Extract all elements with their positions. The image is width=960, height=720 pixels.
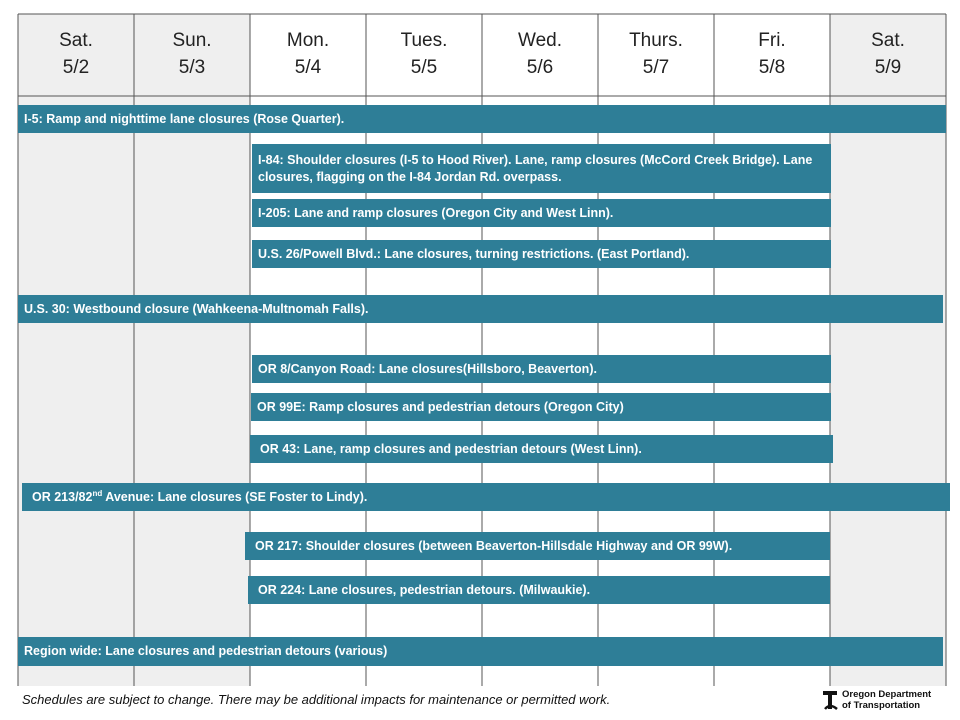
- closure-text: U.S. 26/Powell Blvd.: Lane closures, turning restrictions. (East Portland).: [258, 246, 690, 261]
- header-day-7: [714, 14, 830, 94]
- closure-bar-or8: [252, 355, 831, 383]
- day-date: 5/7: [642, 57, 670, 78]
- closure-bar-i84: [252, 144, 831, 193]
- day-name: Wed.: [517, 30, 562, 51]
- closure-bar-or213: [22, 483, 950, 511]
- odot-logo: [822, 688, 952, 714]
- day-name: Mon.: [286, 30, 330, 51]
- closure-text: Region wide: Lane closures and pedestrian detours (various): [24, 644, 388, 658]
- closure-bar-i5: [18, 105, 946, 133]
- closure-bar-us30: [18, 295, 943, 323]
- logo-line-1: Oregon Department: [842, 689, 932, 700]
- odot-logo-icon: [822, 690, 840, 712]
- closure-text: [32, 489, 367, 506]
- closure-bar-or43: [250, 435, 833, 463]
- footer-note: Schedules are subject to change. There may be additional impacts for maintenance or permitted work.: [22, 692, 611, 707]
- closure-text: I-84: Shoulder closures (I-5 to Hood River). Lane, ramp closures (McCord Creek Bridge). Lane closures, flagging on the I-84 Jordan Rd. overpass.: [258, 152, 813, 184]
- day-date: 5/8: [758, 57, 786, 78]
- day-date: 5/3: [178, 57, 206, 78]
- logo-line-2: of Transportation: [842, 700, 921, 711]
- header-day-3: [250, 14, 366, 94]
- day-date: 5/2: [62, 57, 90, 78]
- day-name: Fri.: [758, 30, 786, 51]
- closure-text: OR 224: Lane closures, pedestrian detours. (Milwaukie).: [258, 582, 591, 597]
- header-day-8: [830, 14, 946, 94]
- closure-text-suffix: Avenue: Lane closures (SE Foster to Lindy).: [102, 489, 368, 504]
- closure-bar-region-wide: [18, 637, 943, 666]
- header-day-4: [366, 14, 482, 94]
- closure-text: I-205: Lane and ramp closures (Oregon City and West Linn).: [258, 205, 614, 220]
- header-day-5: [482, 14, 598, 94]
- closure-text: OR 43: Lane, ramp closures and pedestrian detours (West Linn).: [260, 441, 642, 456]
- closure-text: OR 8/Canyon Road: Lane closures(Hillsboro, Beaverton).: [258, 361, 597, 376]
- header-day-6: [598, 14, 714, 94]
- closure-bar-or217: [245, 532, 830, 560]
- day-name: Thurs.: [629, 30, 683, 51]
- day-date: 5/5: [410, 57, 438, 78]
- closure-text: OR 217: Shoulder closures (between Beaverton-Hillsdale Highway and OR 99W).: [255, 538, 733, 553]
- closure-bar-i205: [252, 199, 831, 227]
- day-date: 5/6: [526, 57, 554, 78]
- closure-bar-or99e: [251, 393, 831, 421]
- closure-text: OR 99E: Ramp closures and pedestrian detours (Oregon City): [257, 399, 624, 414]
- closure-bar-or224: [248, 576, 830, 604]
- day-date: 5/9: [874, 57, 902, 78]
- day-name: Sat.: [59, 30, 93, 51]
- day-date: 5/4: [294, 57, 322, 78]
- day-name: Tues.: [400, 30, 448, 51]
- header-day-1: [18, 14, 134, 94]
- day-name: Sat.: [871, 30, 905, 51]
- closure-text-superscript: nd: [92, 488, 103, 498]
- closure-text: I-5: Ramp and nighttime lane closures (Rose Quarter).: [24, 111, 345, 126]
- closure-text-prefix: OR 213/82: [32, 489, 93, 504]
- header-day-2: [134, 14, 250, 94]
- closure-bar-us26: [252, 240, 831, 268]
- day-name: Sun.: [172, 30, 212, 51]
- closure-text: U.S. 30: Westbound closure (Wahkeena-Multnomah Falls).: [24, 301, 369, 316]
